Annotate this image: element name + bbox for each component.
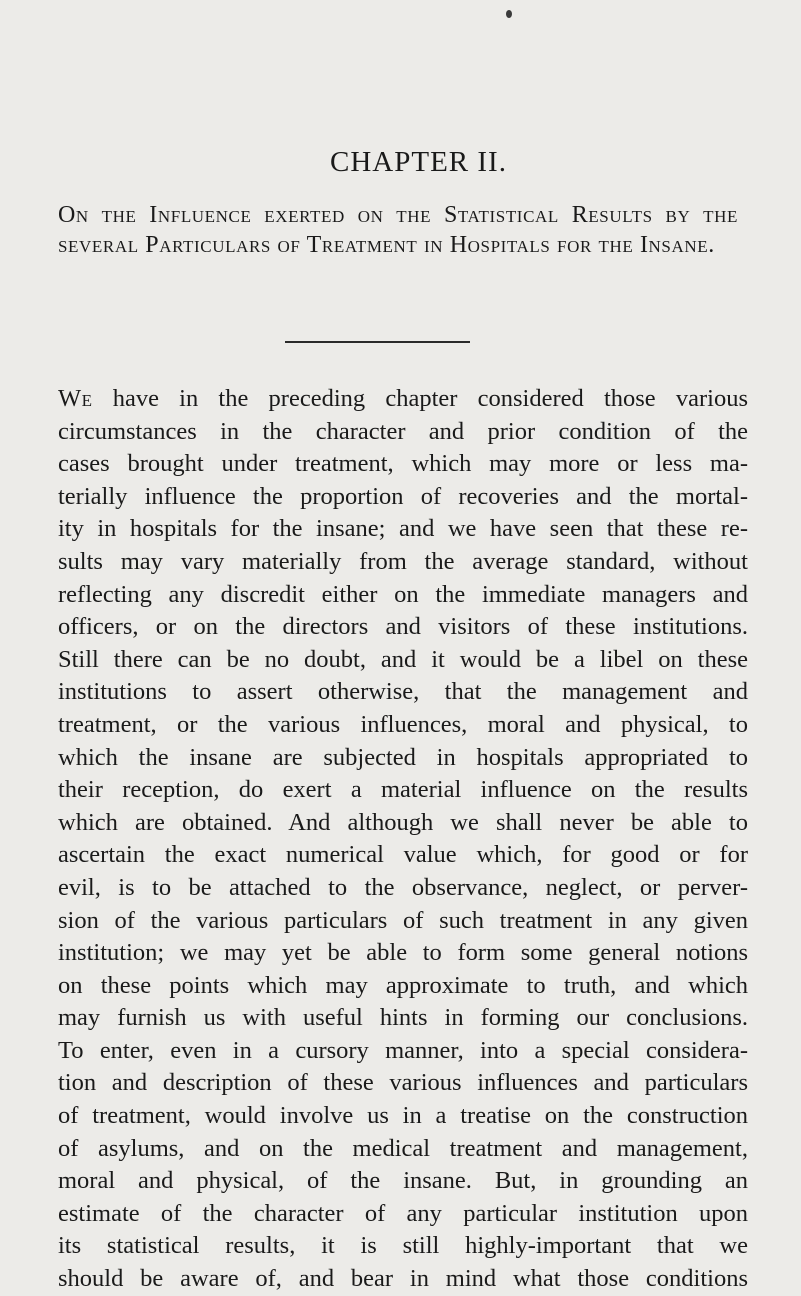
text-line: moral and physical, of the insane. But, in grounding an [58, 1167, 748, 1195]
text-line: reflecting any discredit either on the immediate managers and [58, 580, 748, 608]
chapter-heading: CHAPTER II. [330, 146, 507, 178]
text-line: tion and description of these various influences and particulars [58, 1069, 748, 1097]
text-line: estimate of the character of any particular institution upon [58, 1199, 748, 1227]
text-line: officers, or on the directors and visitors of these institutions. [58, 613, 748, 641]
text-line: ascertain the exact numerical value which, for good or for [58, 841, 748, 869]
text-line: which the insane are subjected in hospitals appropriated to [58, 743, 748, 771]
opening-word: We [58, 385, 93, 412]
text-line: its statistical results, it is still highly-important that we [58, 1232, 748, 1260]
text-line: sion of the various particulars of such treatment in any given [58, 906, 748, 934]
text-line: To enter, even in a cursory manner, into a special considera- [58, 1036, 748, 1064]
text-line: which are obtained. And although we shall never be able to [58, 808, 748, 836]
text-line: sults may vary materially from the average standard, without [58, 547, 748, 575]
text-line: circumstances in the character and prior condition of the [58, 417, 748, 445]
text-line: cases brought under treatment, which may more or less ma- [58, 450, 748, 478]
body-paragraph [58, 383, 748, 1296]
text-line: ity in hospitals for the insane; and we have seen that these re- [58, 515, 748, 543]
text-line [58, 383, 748, 416]
text-line: on these points which may approximate to truth, and which [58, 971, 748, 999]
text-line: institution; we may yet be able to form some general notions [58, 939, 748, 967]
ink-mark [506, 10, 512, 18]
text-line: evil, is to be attached to the observance, neglect, or perver- [58, 873, 748, 901]
text-line: institutions to assert otherwise, that the management and [58, 678, 748, 706]
section-divider-rule [285, 341, 470, 343]
text-line: their reception, do exert a material influence on the results [58, 776, 748, 804]
text-line: of asylums, and on the medical treatment and management, [58, 1134, 748, 1162]
chapter-subtitle: On the Influence exerted on the Statistical Results by the several Particulars of Treatment in Hospitals for the Insane. [58, 202, 738, 258]
text-line-content: have in the preceding chapter considered those various [112, 385, 748, 412]
text-line: terially influence the proportion of recoveries and the mortal- [58, 482, 748, 510]
text-line: should be aware of, and bear in mind what those conditions [58, 1265, 748, 1293]
text-line: of treatment, would involve us in a treatise on the construction [58, 1102, 748, 1130]
text-line: may furnish us with useful hints in forming our conclusions. [58, 1004, 748, 1032]
text-line: Still there can be no doubt, and it would be a libel on these [58, 645, 748, 673]
text-line: treatment, or the various influences, moral and physical, to [58, 710, 748, 738]
